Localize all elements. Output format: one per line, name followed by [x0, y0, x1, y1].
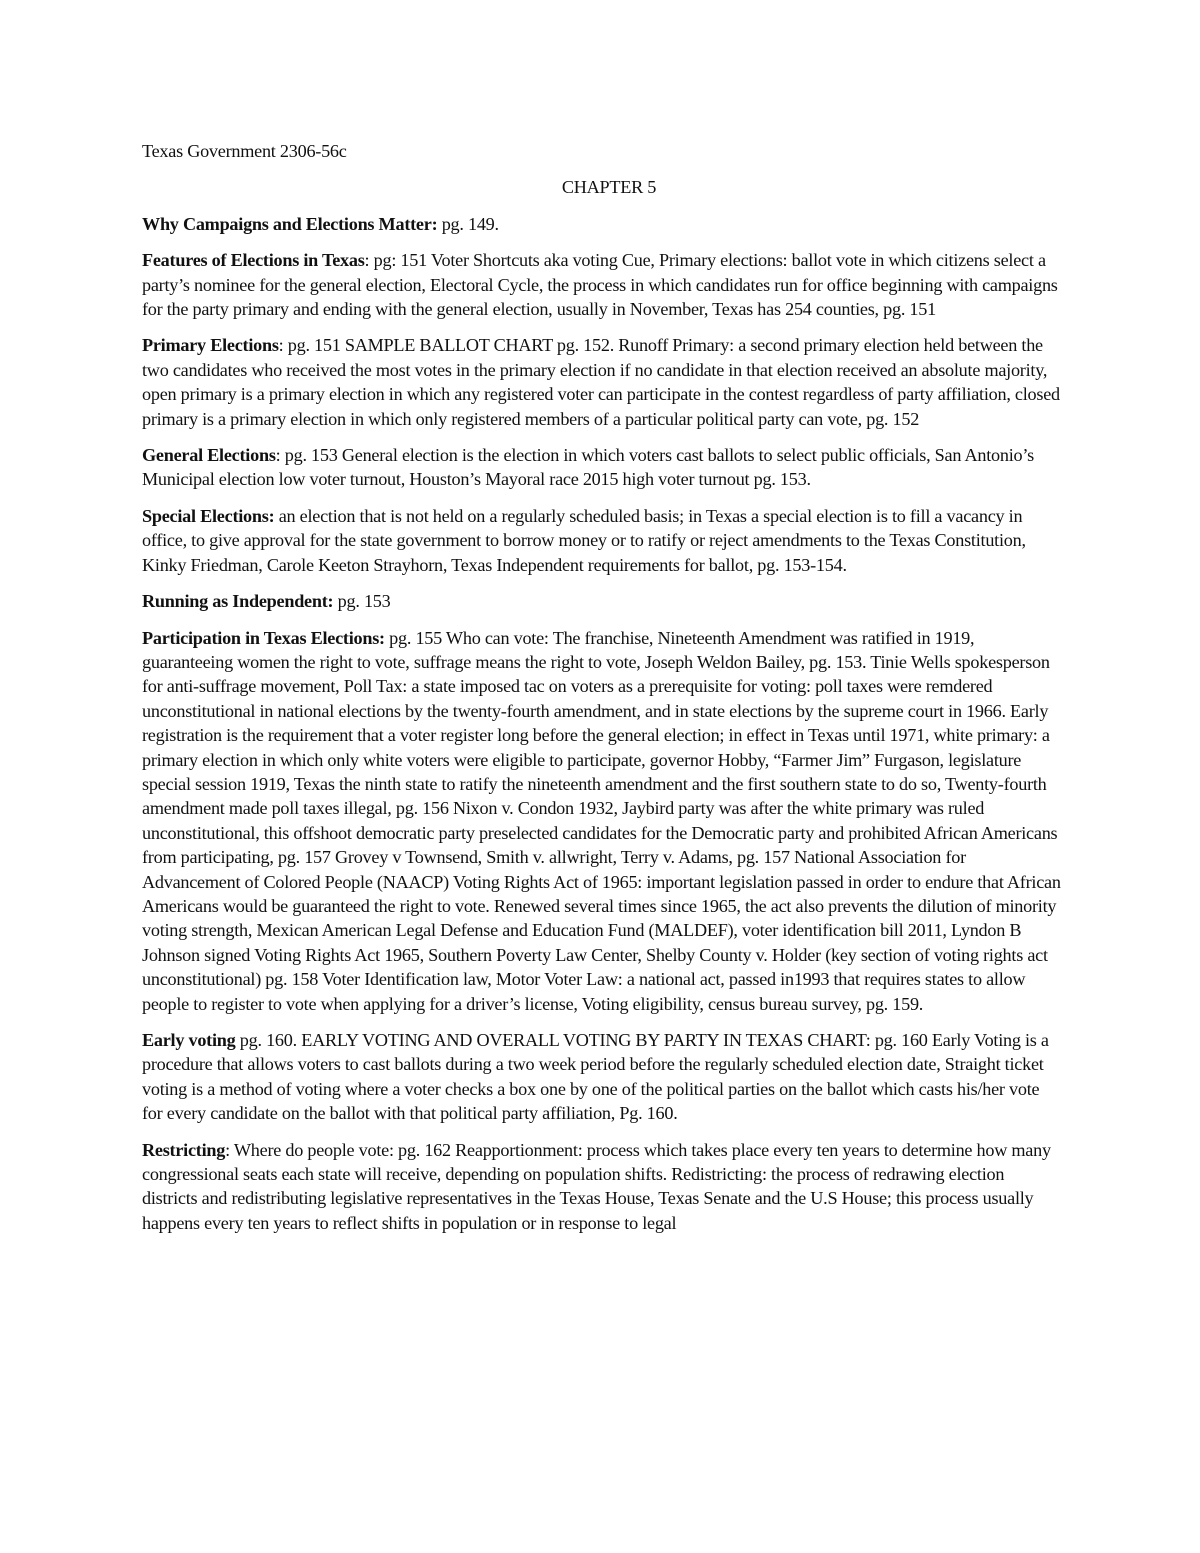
section-early-voting [142, 1028, 1062, 1126]
section-text: an election that is not held on a regularly scheduled basis; in Texas a special election is to fill a vacancy in office, to give approval for the state government to borrow money or to ratify or reject amendments to the Texas Constitution, Kinky Friedman, Carole Keeton Strayhorn, Texas Independent requirements for ballot, pg. 153-154. [142, 505, 1026, 575]
section-text: : pg: 151 Voter Shortcuts aka voting Cue, Primary elections: ballot vote in which citizens select a party’s nominee for the general election, Electoral Cycle, the process in which candidates run for office beginning with campaigns for the party primary and ending with the general election, usually in November, Texas has 254 counties, pg. 151 [142, 250, 1058, 320]
section-general-elections [142, 443, 1062, 492]
section-text: : pg. 153 General election is the election in which voters cast ballots to select public officials, San Antonio’s Municipal election low voter turnout, Houston’s Mayoral race 2015 high voter turnout pg. 153. [142, 445, 1035, 490]
section-label: Early voting [142, 1030, 236, 1050]
section-features-of-elections [142, 248, 1062, 321]
section-label: Why Campaigns and Elections Matter: [142, 213, 438, 234]
section-special-elections [142, 504, 1062, 577]
section-why-campaigns [142, 212, 1062, 236]
document-page [142, 139, 1062, 1247]
section-label: Running as Independent: [142, 591, 334, 612]
section-label: Features of Elections in Texas [142, 250, 365, 271]
section-label: General Elections [142, 445, 276, 466]
section-text: : pg. 151 SAMPLE BALLOT CHART pg. 152. Runoff Primary: a second primary election held between the two candidates who received the most votes in the primary election if no candidate in that election received an absolute majority, open primary is a primary election in which any registered voter can participate in the contest regardless of party affiliation, closed primary is a primary election in which only registered members of a particular political party can vote, pg. 152 [142, 335, 1060, 429]
section-label: Primary Elections [142, 335, 279, 356]
section-label: Participation in Texas Elections: [142, 627, 385, 648]
section-text: pg. 155 Who can vote: The franchise, Nineteenth Amendment was ratified in 1919, guaranteeing women the right to vote, suffrage means the right to vote, Joseph Weldon Bailey, pg. 153. Tinie Wells spokesperson for anti-suffrage movement, Poll Tax: a state imposed tac on voters as a prerequisite for voting: poll taxes were remdered unconstitutional in national elections by the twenty-fourth amendment, and in state elections by the supreme court in 1966. Early registration is the requirement that a voter register long before the general election; in effect in Texas until 1971, white primary: a primary election in which only white voters were eligible to participate, governor Hobby, “Farmer Jim” Furgason, legislature special session 1919, Texas the ninth state to ratify the nineteenth amendment and the first southern state to do so, Twenty-fourth amendment made poll taxes illegal, pg. 156 Nixon v. Condon 1932, Jaybird party was after the white primary was ruled unconstitutional, this offshoot democratic party preselected candidates for the Democratic party and prohibited African Americans from participating, pg. 157 Grovey v Townsend, Smith v. allwright, Terry v. Adams, pg. 157 National Association for Advancement of Colored People (NAACP) Voting Rights Act of 1965: important legislation passed in order to endure that African Americans would be guaranteed the right to vote. Renewed several times since 1965, the act also prevents the dilution of minority voting strength, Mexican American Legal Defense and Education Fund (MALDEF), voter identification bill 2011, Lyndon B Johnson signed Voting Rights Act 1965, Southern Poverty Law Center, Shelby County v. Holder (key section of voting rights act unconstitutional) pg. 158 Voter Identification law, Motor Voter Law: a national act, passed in1993 that requires states to allow people to register to vote when applying for a driver’s license, Voting eligibility, census bureau survey, pg. 159. [142, 627, 1061, 1014]
section-restricting [142, 1138, 1062, 1236]
section-running-as-independent [142, 589, 1062, 613]
section-primary-elections [142, 333, 1062, 431]
section-label: Restricting [142, 1139, 226, 1160]
section-label: Special Elections: [142, 505, 275, 526]
section-text: : Where do people vote: pg. 162 Reapportionment: process which takes place every ten years to determine how many congressional seats each state will receive, depending on population shifts. Redistricting: the process of redrawing election districts and redistributing legislative representatives in the Texas House, Texas Senate and the U.S House; this process usually happens every ten years to reflect shifts in population or in response to legal [142, 1139, 1051, 1233]
course-title: Texas Government 2306-56c [142, 141, 347, 161]
chapter-heading: CHAPTER 5 [561, 177, 657, 198]
section-text: pg. 153 [333, 591, 391, 612]
section-text: pg. 160. EARLY VOTING AND OVERALL VOTING BY PARTY IN TEXAS CHART: pg. 160 Early Voting is a procedure that allows voters to cast ballots during a two week period before the regularly scheduled election date, Straight ticket voting is a method of voting where a voter checks a box one by one of the political parties on the ballot which casts his/her vote for every candidate on the ballot with that political party affiliation, Pg. 160. [142, 1030, 1049, 1124]
section-text: pg. 149. [437, 213, 499, 234]
section-participation [142, 626, 1062, 1017]
